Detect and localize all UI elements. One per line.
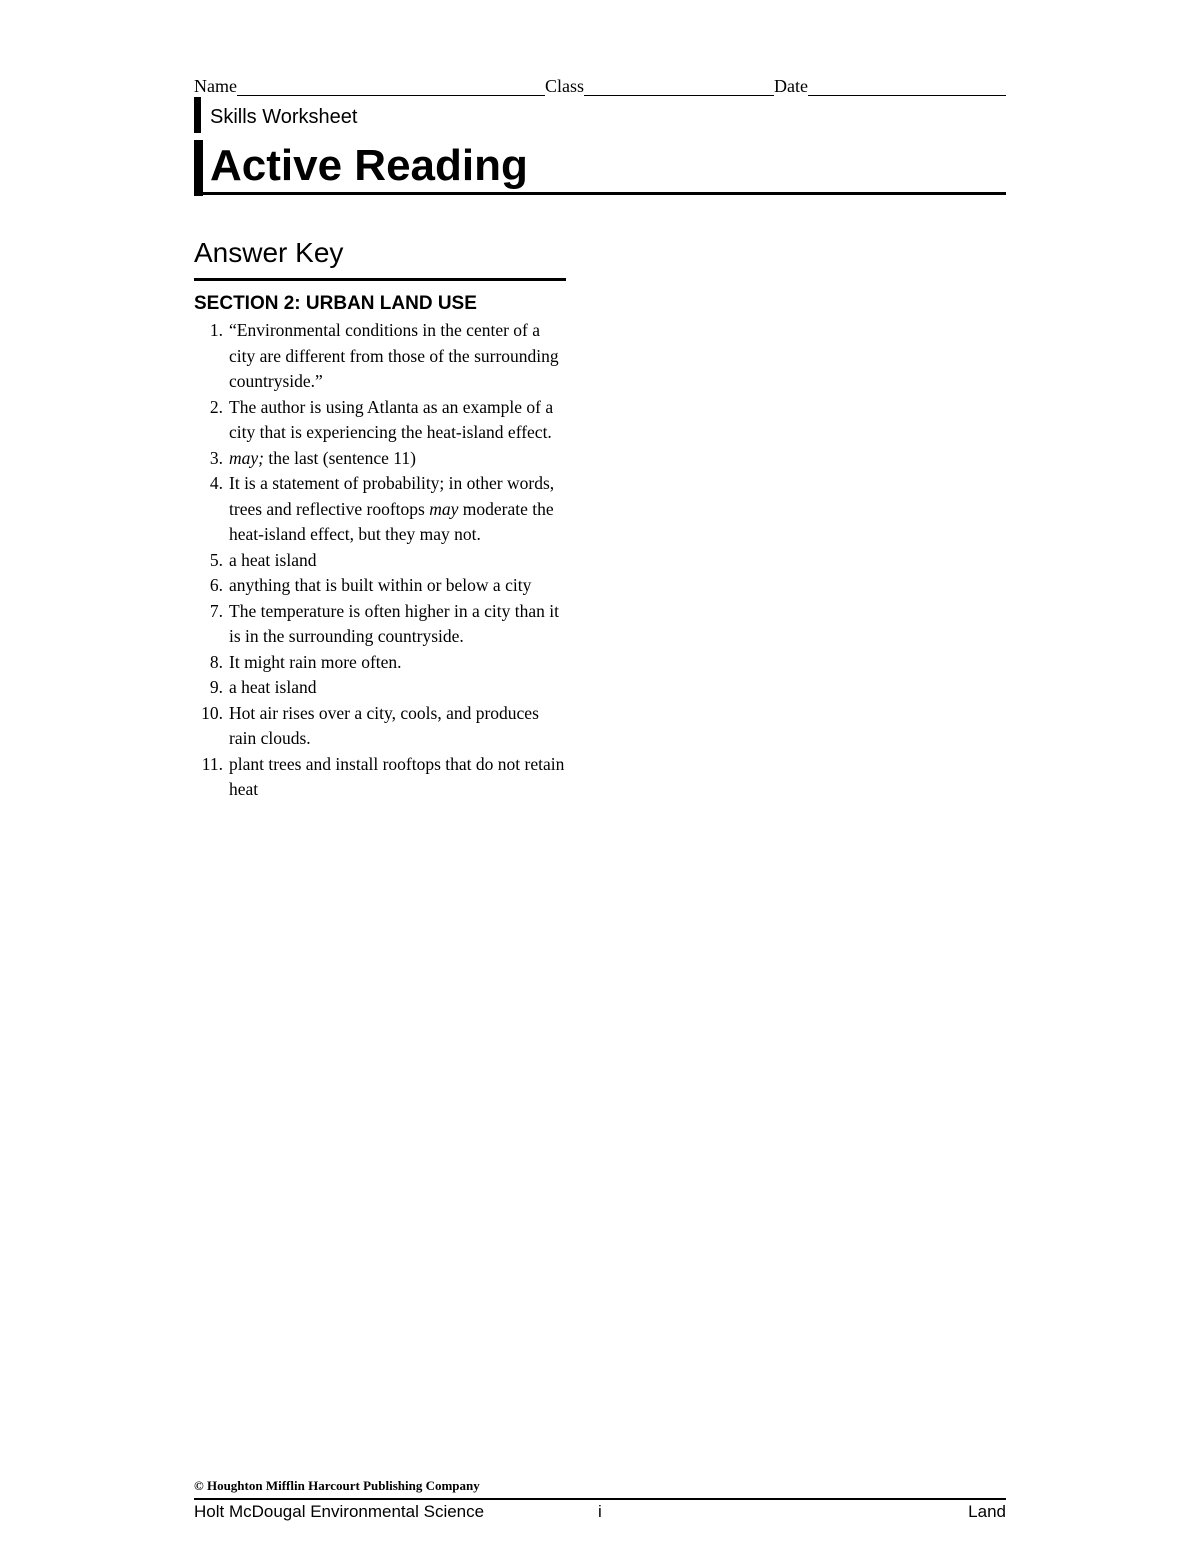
answer-text: plant trees and install rooftops that do not retain heat [229,753,565,799]
worksheet-type: Skills Worksheet [210,106,358,128]
student-info-line [194,70,1006,96]
answer-number: 8. [209,651,223,672]
answer-text-part: It is a statement of probability; in other words, trees and reflective rooftops [229,473,555,519]
title-divider [194,192,1006,195]
answer-text: It might rain more often. [229,651,402,672]
date-label: Date [774,76,808,96]
list-item [194,573,570,599]
answer-number: 6. [209,575,223,595]
answer-text-part: the last (sentence 11) [263,447,416,468]
answer-italic: may; [229,447,264,468]
answer-text [229,446,570,472]
page-title: Active Reading [210,141,528,190]
list-item [194,318,570,395]
section-heading: SECTION 2: URBAN LAND USE [194,293,477,314]
answer-number: 2. [209,396,223,417]
answer-text: “Environmental conditions in the center of a city are different from those of the surrounding countryside.” [229,320,559,391]
worksheet-type-bar [194,97,201,133]
answer-number: 7. [209,600,223,621]
answer-text: Hot air rises over a city, cools, and produces rain clouds. [229,702,539,748]
list-item [194,548,570,574]
class-field[interactable] [584,75,774,96]
footer-chapter: Land [968,1502,1006,1521]
answer-text: a heat island [229,549,317,570]
answer-key-heading: Answer Key [194,237,344,268]
list-item [194,675,570,701]
list-item [194,446,570,472]
answer-number: 5. [209,549,223,570]
answer-number: 9. [209,677,223,697]
name-label: Name [194,76,237,96]
footer-book-title: Holt McDougal Environmental Science [194,1502,485,1521]
answer-list [194,318,570,803]
answer-text-part: moderate the heat-island effect, but they may not. [229,498,554,544]
answer-number: 4. [209,473,223,493]
answer-italic: may [429,498,459,519]
list-item [194,650,570,676]
answer-number: 3. [209,447,223,468]
answer-text: anything that is built within or below a city [229,575,532,595]
name-field[interactable] [237,75,545,96]
title-bar [194,140,203,196]
footer-page-number: i [598,1502,602,1521]
class-label: Class [544,76,584,96]
list-item [194,395,570,446]
answer-text: The author is using Atlanta as an example of a city that is experiencing the heat-island effect. [229,396,554,442]
answer-key-divider [194,278,566,281]
date-field[interactable] [808,75,1006,96]
list-item [194,701,570,752]
answer-text [229,471,570,548]
list-item [194,752,570,803]
answer-text: The temperature is often higher in a city than it is in the surrounding countryside. [229,600,559,646]
copyright-notice: © Houghton Mifflin Harcourt Publishing Company [194,1478,480,1493]
list-item [194,471,570,548]
answer-number: 11. [201,753,223,774]
answer-text: a heat island [229,677,317,697]
footer-divider [194,1498,1006,1500]
answer-number: 1. [209,320,223,340]
answer-number: 10. [201,702,223,723]
list-item [194,599,570,650]
